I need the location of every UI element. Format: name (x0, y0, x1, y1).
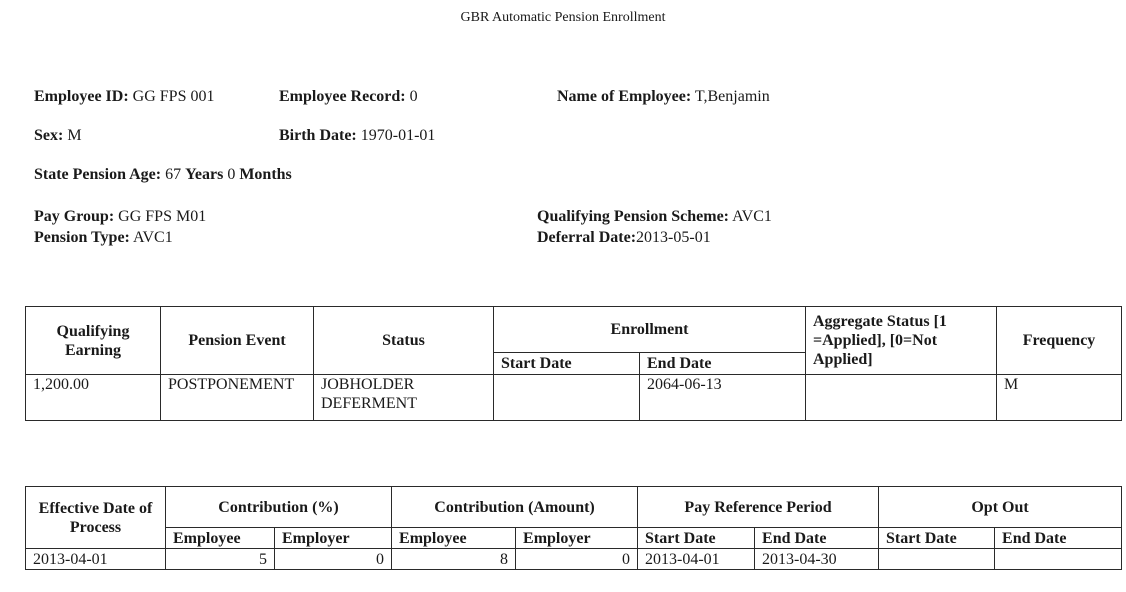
cell-amt-employee: 8 (392, 549, 516, 570)
header-pay-reference-period: Pay Reference Period (638, 487, 879, 528)
header-contribution-amt: Contribution (Amount) (392, 487, 638, 528)
pay-group-value: GG FPS M01 (118, 208, 207, 225)
header-pay-end-date: End Date (755, 528, 879, 549)
deferral-date-label: Deferral Date: (537, 229, 637, 246)
spa-years: 67 (165, 166, 182, 183)
cell-effective-date: 2013-04-01 (26, 549, 166, 570)
contribution-table (25, 486, 1122, 570)
header-effective-date: Effective Date of Process (26, 487, 166, 549)
header-opt-end-date: End Date (995, 528, 1122, 549)
header-opt-start-date: Start Date (879, 528, 995, 549)
sex-value: M (67, 127, 82, 144)
employee-id (34, 88, 214, 106)
header-enroll-end-date: End Date (640, 353, 806, 375)
spa-years-label: Years (185, 166, 224, 183)
cell-status: JOBHOLDER DEFERMENT (314, 375, 494, 421)
header-status: Status (314, 307, 494, 375)
enrollment-table (25, 306, 1122, 421)
deferral-date-value: 2013-05-01 (636, 229, 711, 246)
employee-sex (34, 127, 82, 145)
cell-pension-event: POSTPONEMENT (161, 375, 314, 421)
cell-qualifying-earning: 1,200.00 (26, 375, 161, 421)
cell-pay-start-date: 2013-04-01 (638, 549, 755, 570)
cell-frequency: M (997, 375, 1122, 421)
cell-opt-start-date (879, 549, 995, 570)
spa-months: 0 (227, 166, 236, 183)
header-enrollment: Enrollment (494, 307, 806, 353)
qps-value: AVC1 (732, 208, 772, 225)
pension-type-value: AVC1 (133, 229, 173, 246)
header-pay-start-date: Start Date (638, 528, 755, 549)
cell-amt-employer: 0 (516, 549, 638, 570)
pension-type-label: Pension Type: (34, 229, 130, 246)
birth-date (279, 127, 435, 145)
table-row (26, 375, 1122, 421)
cell-opt-end-date (995, 549, 1122, 570)
birth-date-label: Birth Date: (279, 127, 357, 144)
cell-enroll-start-date (494, 375, 640, 421)
header-pct-employee: Employee (166, 528, 275, 549)
header-opt-out: Opt Out (879, 487, 1122, 528)
cell-pct-employee: 5 (166, 549, 275, 570)
state-pension-age (34, 166, 292, 184)
sex-label: Sex: (34, 127, 64, 144)
cell-aggregate-status (806, 375, 997, 421)
header-amt-employee: Employee (392, 528, 516, 549)
header-enroll-start-date: Start Date (494, 353, 640, 375)
employee-record-label: Employee Record: (279, 88, 406, 105)
header-contribution-pct: Contribution (%) (166, 487, 392, 528)
table-row (26, 549, 1122, 570)
spa-months-label: Months (239, 166, 292, 183)
cell-pct-employer: 0 (275, 549, 392, 570)
pay-group-label: Pay Group: (34, 208, 115, 225)
employee-id-label: Employee ID: (34, 88, 129, 105)
qualifying-pension-scheme (537, 208, 772, 226)
employee-name (557, 88, 770, 106)
employee-record-value: 0 (409, 88, 418, 105)
spa-label: State Pension Age: (34, 166, 162, 183)
header-pct-employer: Employer (275, 528, 392, 549)
deferral-date (537, 229, 711, 247)
cell-pay-end-date: 2013-04-30 (755, 549, 879, 570)
header-frequency: Frequency (997, 307, 1122, 375)
pension-type (34, 229, 173, 247)
pay-group (34, 208, 206, 226)
birth-date-value: 1970-01-01 (360, 127, 436, 144)
employee-name-label: Name of Employee: (557, 88, 692, 105)
employee-id-value: GG FPS 001 (132, 88, 215, 105)
cell-enroll-end-date: 2064-06-13 (640, 375, 806, 421)
employee-name-value: T,Benjamin (694, 88, 770, 105)
qps-label: Qualifying Pension Scheme: (537, 208, 730, 225)
report-title: GBR Automatic Pension Enrollment (460, 10, 666, 25)
header-qualifying-earning: Qualifying Earning (26, 307, 161, 375)
header-aggregate-status: Aggregate Status [1 =Applied], [0=Not Applied] (806, 307, 997, 375)
header-amt-employer: Employer (516, 528, 638, 549)
header-pension-event: Pension Event (161, 307, 314, 375)
employee-record (279, 88, 418, 106)
